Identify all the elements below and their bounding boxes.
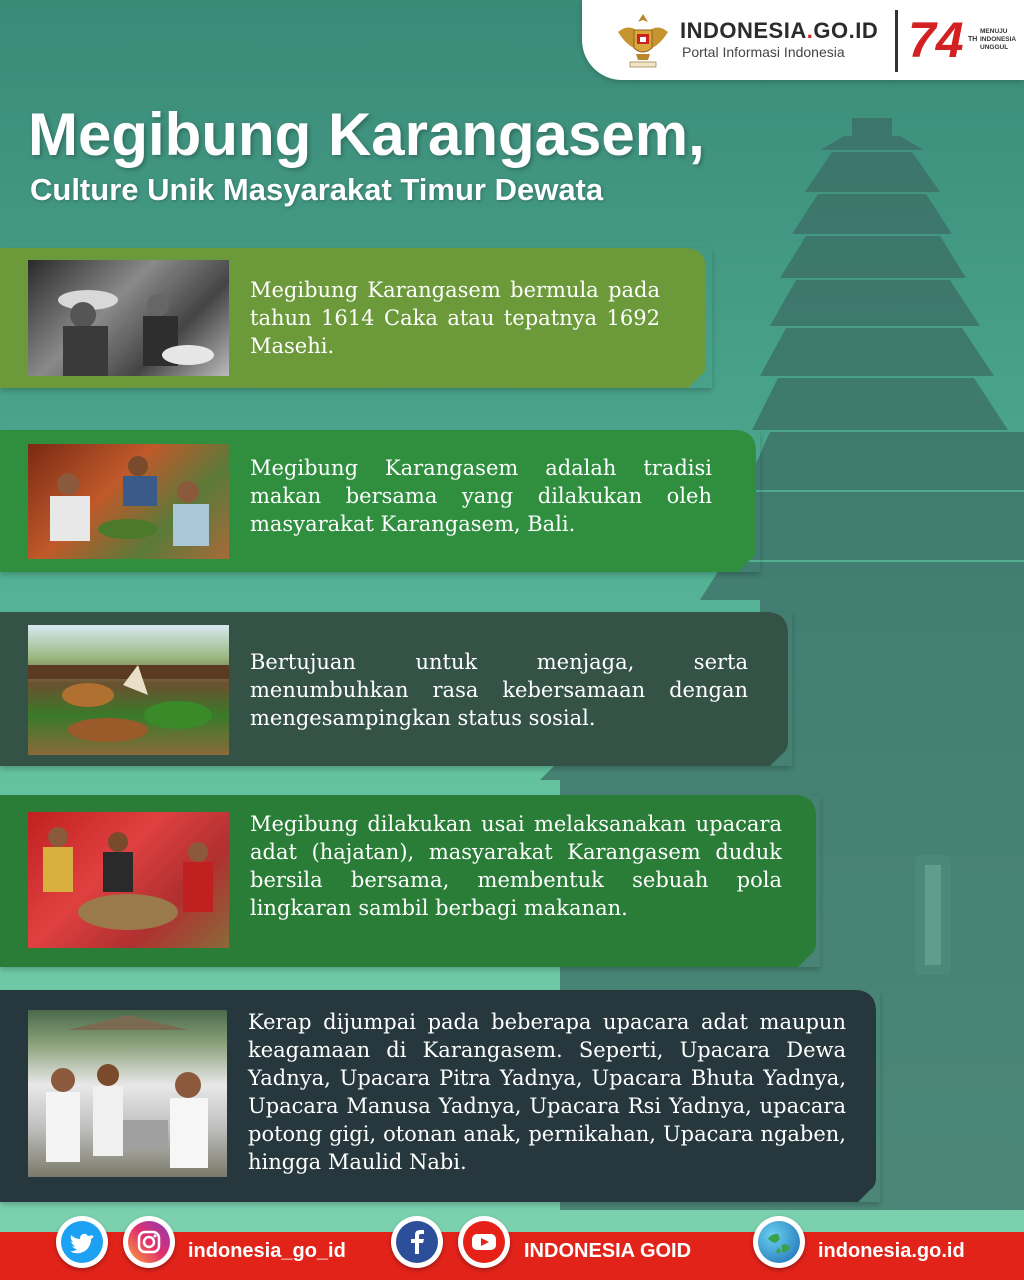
brand-tagline: Portal Informasi Indonesia: [682, 44, 845, 60]
info-panel-4: [0, 795, 820, 967]
photo-communal-meal: [28, 444, 229, 559]
photo-religious-ceremony: [28, 1010, 227, 1177]
website-link[interactable]: [753, 1216, 805, 1268]
info-panel-2: [0, 430, 760, 572]
facebook-link[interactable]: [391, 1216, 443, 1268]
info-panel-3: [0, 612, 792, 766]
facebook-icon: [396, 1221, 438, 1263]
panel-5-text: Kerap dijumpai pada beberapa upacara adat maupun keagamaan di Karangasem. Seperti, Upacara Dewa Yadnya, Upacara Pitra Yadnya, Upacara Bhuta Yadnya, Upacara Manusa Yadnya, Upacara Rsi Yadnya, upacara potong gigi, otonan anak, pernikahan, Upacara ngaben, hingga Maulid Nabi.: [248, 1010, 846, 1174]
instagram-link[interactable]: [123, 1216, 175, 1268]
panel-4-text: Megibung dilakukan usai melaksanakan upacara adat (hajatan), masyarakat Karangasem duduk bersila bersama, membentuk sebuah pola lingkaran sambil berbagi makanan.: [250, 812, 782, 920]
panel-3-text: Bertujuan untuk menjaga, serta menumbuhkan rasa kebersamaan dengan mengesampingkan status sosial.: [250, 650, 748, 730]
twitter-link[interactable]: [56, 1216, 108, 1268]
youtube-link[interactable]: [458, 1216, 510, 1268]
twitter-icon: [61, 1221, 103, 1263]
photo-historic-megibung: [28, 260, 229, 376]
footer-social-handle[interactable]: indonesia_go_id: [188, 1240, 346, 1262]
photo-ceremony-circle: [28, 812, 229, 948]
footer-channel-name[interactable]: INDONESIA GOID: [524, 1240, 692, 1262]
info-panel-5: [0, 990, 880, 1202]
anniversary-logo: 74: [908, 12, 964, 68]
page-title: Megibung Karangasem,: [28, 101, 705, 168]
youtube-icon: [463, 1221, 505, 1263]
panel-2-text: Megibung Karangasem adalah tradisi makan bersama yang dilakukan oleh masyarakat Karangasem, Bali.: [250, 456, 712, 536]
site-header: [582, 0, 1024, 80]
photo-food-spread: [28, 625, 229, 755]
header-divider: [895, 10, 898, 72]
anniversary-suffix: TH: [968, 36, 978, 43]
info-panel-1: [0, 248, 712, 388]
instagram-icon: [128, 1221, 170, 1263]
panel-1-text: Megibung Karangasem bermula pada tahun 1614 Caka atau tepatnya 1692 Masehi.: [250, 278, 660, 358]
footer-website[interactable]: indonesia.go.id: [818, 1240, 965, 1262]
brand-name: INDONESIA.GO.ID: [680, 18, 879, 43]
globe-icon: [758, 1221, 800, 1263]
anniversary-theme: MENUJU INDONESIA UNGGUL: [980, 28, 1016, 51]
garuda-emblem-icon: [614, 10, 672, 70]
page-subtitle: Culture Unik Masyarakat Timur Dewata: [30, 172, 604, 207]
